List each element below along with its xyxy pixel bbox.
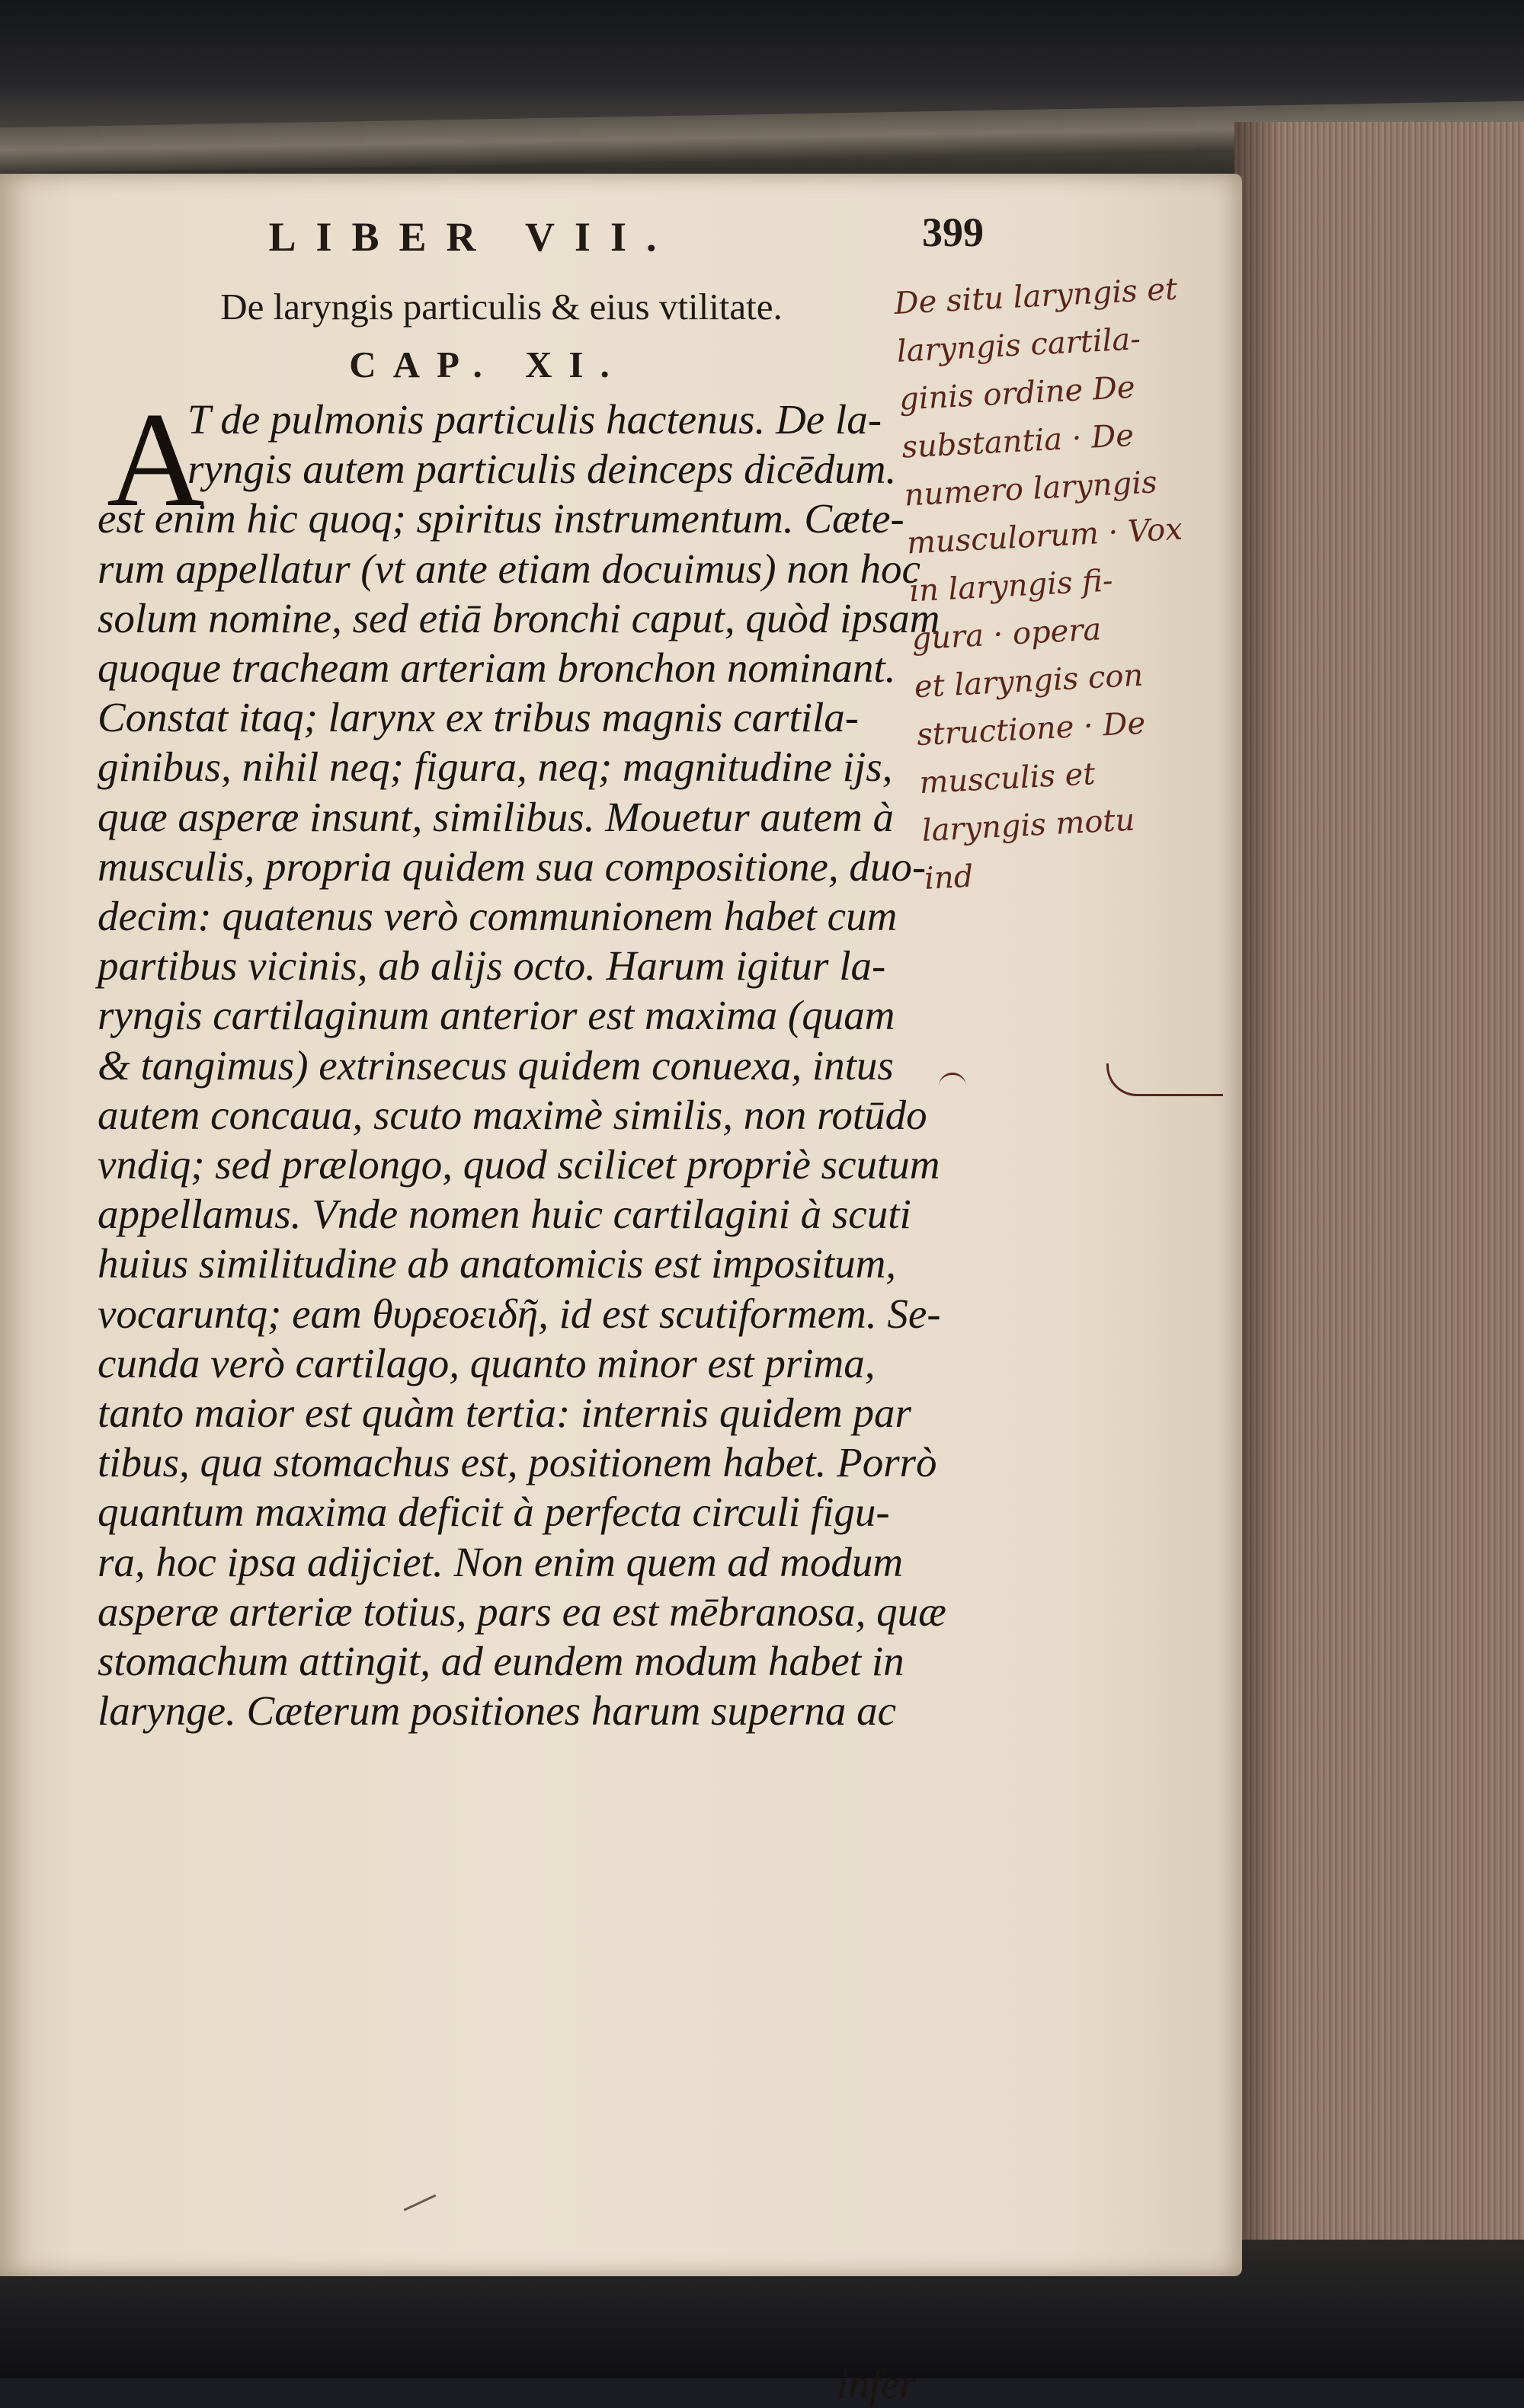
text-line: T de pulmonis particulis hactenus. De la-: [187, 396, 882, 443]
text-line: ryngis cartilaginum anterior est maxima (quam: [98, 992, 895, 1039]
annotation-line: musculis et: [918, 756, 1097, 801]
annotation-caret-mark: [939, 1073, 966, 1098]
running-head: LIBER VII.: [268, 214, 677, 260]
text-line: decim: quatenus verò communionem habet cum: [98, 893, 898, 940]
text-line: huius similitudine ab anatomicis est impositum,: [98, 1240, 897, 1287]
page-number: 399: [922, 209, 984, 255]
handwritten-marginal-note: [893, 262, 1268, 903]
text-line: tanto maior est quàm tertia: internis quidem par: [98, 1389, 911, 1437]
drop-cap: A: [107, 384, 205, 535]
chapter-number: CAP. XI.: [349, 344, 626, 385]
text-line: & tangimus) extrinsecus quidem conuexa, intus: [98, 1041, 894, 1089]
text-line: ra, hoc ipsa adijciet. Non enim quem ad modum: [98, 1538, 904, 1585]
text-line: partibus vicinis, ab alijs octo. Harum igitur la-: [98, 942, 886, 990]
text-line: musculis, propria quidem sua compositione, duo-: [98, 843, 927, 890]
catchword: infer: [837, 2361, 916, 2407]
text-line: quantum maxima deficit à perfecta circuli figu-: [98, 1489, 890, 1536]
text-line: ginibus, nihil neq; figura, neq; magnitudine ijs,: [98, 744, 893, 791]
text-line: quæ asperæ insunt, similibus. Mouetur autem à: [98, 793, 895, 840]
body-text: [98, 384, 966, 1735]
annotation-line: laryngis cartila-: [895, 321, 1141, 369]
text-line: tibus, qua stomachus est, positionem habet. Porrò: [98, 1439, 937, 1486]
annotation-line: structione · De: [916, 705, 1147, 753]
text-line: vocaruntq; eam θυρεοειδῆ, id est scutiformem. Se-: [98, 1290, 941, 1337]
text-line: autem concaua, scuto maximè similis, non rotūdo: [98, 1091, 927, 1138]
annotation-line: laryngis motu: [920, 802, 1136, 849]
text-line: ryngis autem particulis deinceps dicēdum.: [187, 446, 897, 493]
annotation-line: musculorum · Vox: [905, 511, 1183, 561]
text-line: appellamus. Vnde nomen huic cartilagini à scuti: [98, 1191, 911, 1238]
text-line: quoque tracheam arteriam bronchon nominant.: [98, 644, 896, 692]
chapter-title: De laryngis particulis & eius vtilitate.: [220, 286, 783, 328]
text-line: cunda verò cartilago, quanto minor est prima,: [98, 1339, 876, 1386]
text-line: asperæ arteriæ totius, pars ea est mēbranosa, quæ: [98, 1588, 946, 1635]
text-line: stomachum attingit, ad eundem modum habet in: [98, 1638, 904, 1685]
annotation-bracket-mark: [1106, 1063, 1223, 1096]
annotation-line: substantia · De: [901, 417, 1135, 465]
text-line: est enim hic quoq; spiritus instrumentum. Cæte-: [98, 495, 904, 542]
text-line: vndiq; sed prælongo, quod scilicet propriè scutum: [98, 1141, 940, 1188]
text-line: solum nomine, sed etiā bronchi caput, quòd ipsam: [98, 594, 940, 641]
annotation-line: numero laryngis: [903, 465, 1158, 513]
book-page: [0, 174, 1242, 2407]
annotation-line: in laryngis fi-: [908, 563, 1114, 609]
annotation-line: gura · opera: [911, 612, 1103, 657]
annotation-line: ind: [923, 859, 975, 897]
annotation-line: De situ laryngis et: [893, 271, 1179, 321]
annotation-line: et laryngis con: [913, 657, 1145, 705]
annotation-line: ginis ordine De: [898, 369, 1136, 417]
stray-pen-mark: [404, 2194, 437, 2211]
text-line: Constat itaq; larynx ex tribus magnis cartila-: [98, 694, 860, 741]
text-line: rum appellatur (vt ante etiam docuimus) non hoc: [98, 545, 920, 592]
text-line: larynge. Cæterum positiones harum superna ac: [98, 1687, 897, 1735]
